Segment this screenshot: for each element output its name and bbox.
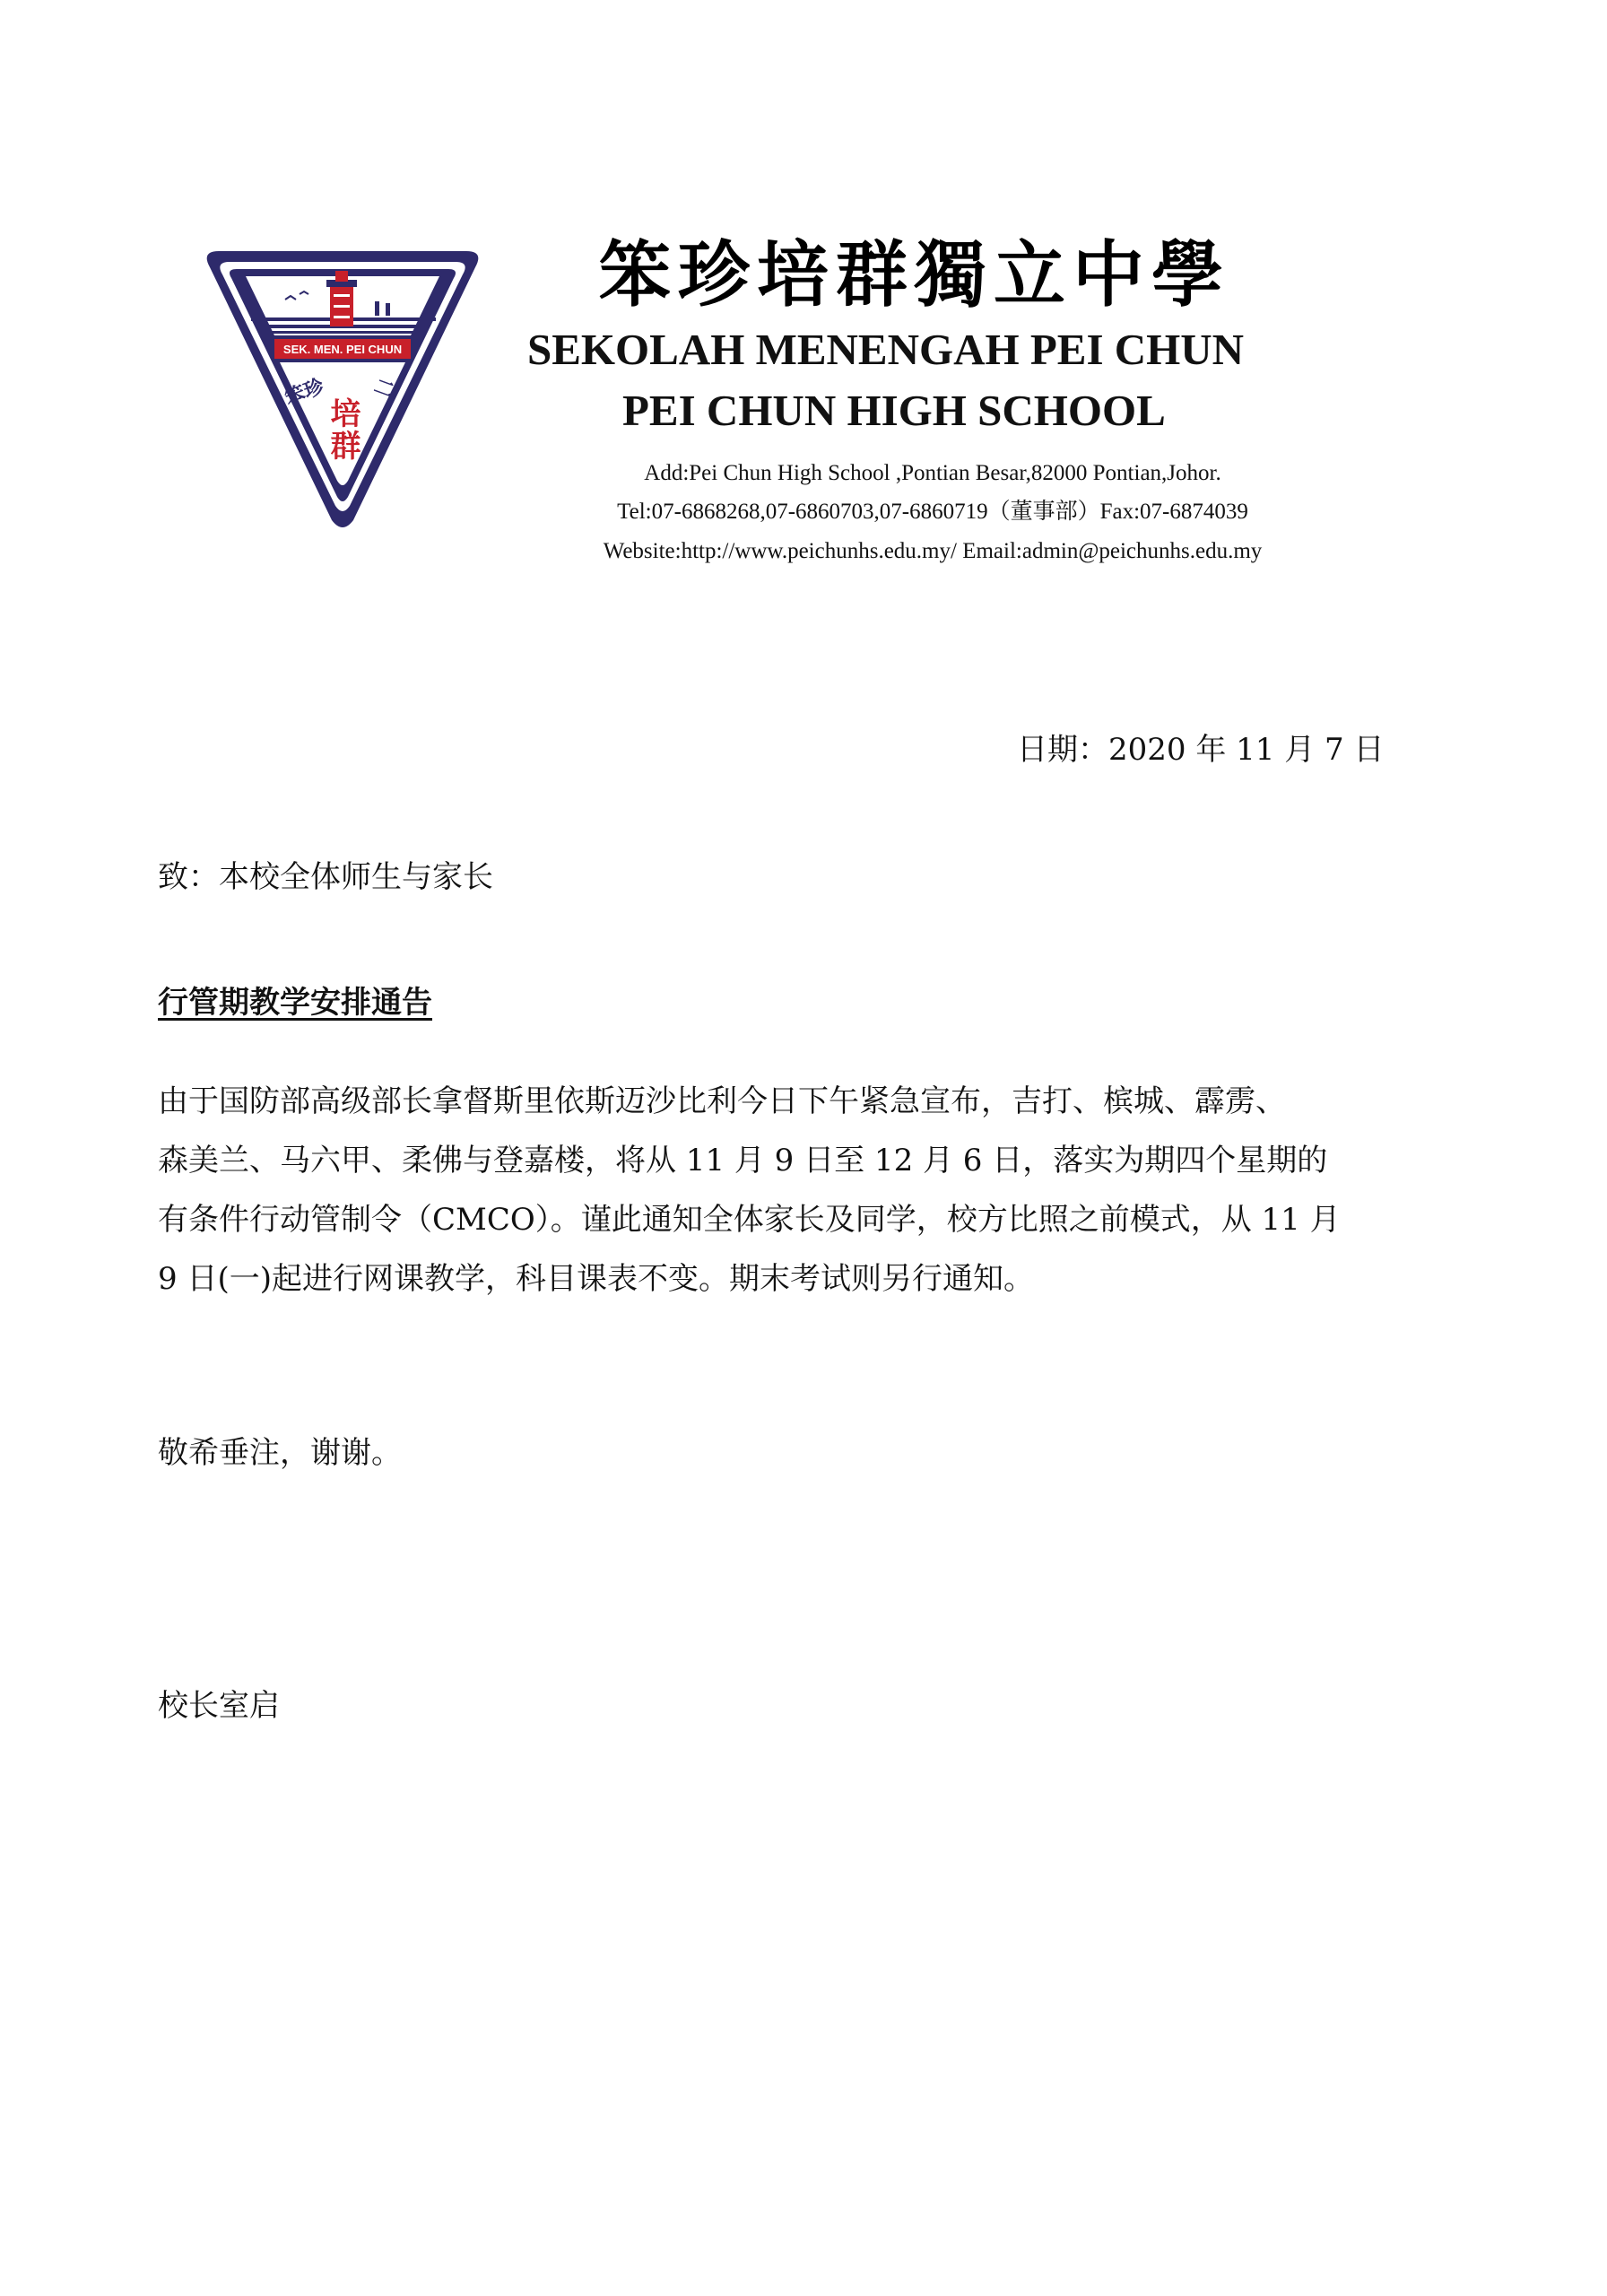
letter-recipient: 致：本校全体师生与家长 — [158, 859, 493, 895]
school-telephone: Tel:07-6868268,07-6860703,07-6860719（董事部）Fax:07-6874039 — [617, 500, 1248, 524]
logo-right-text: 二 — [370, 374, 398, 404]
school-malay-name: SEKOLAH MENENGAH PEI CHUN — [527, 325, 1245, 374]
logo-banner-text: SEK. MEN. PEI CHUN — [282, 343, 403, 356]
letter-date: 日期：2020 年 11 月 7 日 — [1017, 732, 1385, 768]
body-line: 由于国防部高级部长拿督斯里依斯迈沙比利今日下午紧急宣布，吉打、槟城、霹雳、 — [158, 1083, 1286, 1119]
school-address: Add:Pei Chun High School ,Pontian Besar,82000 Pontian,Johor. — [644, 461, 1221, 485]
letter-closing: 敬希垂注，谢谢。 — [158, 1435, 402, 1471]
logo-center-text: 培群 — [325, 397, 360, 462]
school-logo — [199, 246, 486, 535]
body-line: 森美兰、马六甲、柔佛与登嘉楼，将从 11 月 9 日至 12 月 6 日，落实为期四个星期的 — [158, 1143, 1328, 1178]
logo-left-text: 笨珍 — [282, 374, 327, 411]
body-line: 有条件行动管制令（CMCO）。谨此通知全体家长及同学，校方比照之前模式，从 11 月 — [158, 1202, 1341, 1238]
school-website-email: Website:http://www.peichunhs.edu.my/ Email:admin@peichunhs.edu.my — [603, 539, 1263, 563]
notice-title: 行管期教学安排通告 — [158, 985, 432, 1021]
body-line: 9 日(一)起进行网课教学，科目课表不变。期末考试则另行通知。 — [158, 1261, 1034, 1297]
school-english-name: PEI CHUN HIGH SCHOOL — [622, 386, 1166, 435]
school-chinese-name: 笨珍培群獨立中學 — [599, 232, 1230, 317]
letter-signature: 校长室启 — [158, 1688, 280, 1724]
